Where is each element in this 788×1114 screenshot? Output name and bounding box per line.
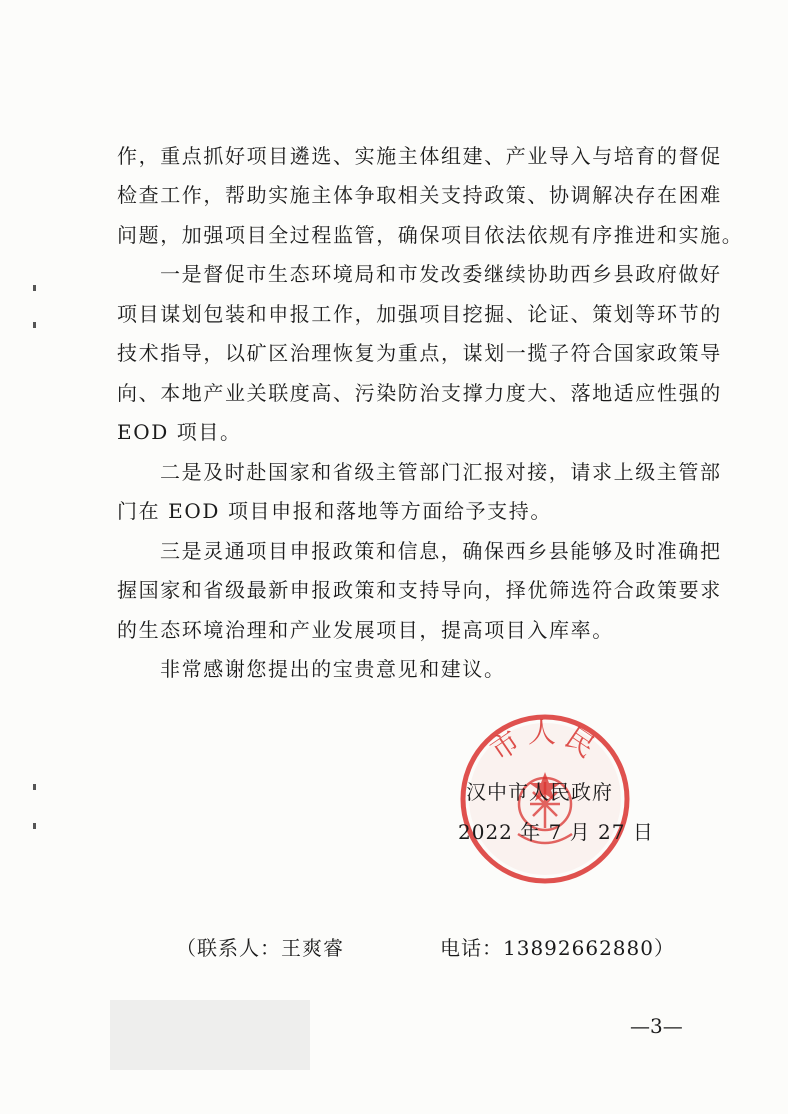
signature-org: 汉中市人民政府	[466, 780, 613, 804]
contact-phone: 电话：13892662880）	[440, 936, 675, 960]
body-line: 检查工作，帮助实施主体争取相关支持政策、协调解决存在困难	[117, 183, 722, 207]
contact-person: （联系人：王爽睿	[176, 936, 344, 960]
body-line: 问题，加强项目全过程监管，确保项目依法依规有序推进和实施。	[117, 223, 744, 247]
seal-text: 市人民	[484, 716, 606, 768]
binding-mark	[33, 322, 36, 328]
body-line: 门在 EOD 项目申报和落地等方面给予支持。	[117, 499, 552, 523]
binding-mark	[33, 823, 36, 829]
body-line: 的生态环境治理和产业发展项目，提高项目入库率。	[117, 618, 614, 642]
body-line: 握国家和省级最新申报政策和支持导向，择优筛选符合政策要求	[117, 578, 722, 602]
binding-mark	[33, 285, 36, 291]
body-line: 一是督促市生态环境局和市发改委继续协助西乡县政府做好	[160, 262, 722, 286]
body-line: 作，重点抓好项目遴选、实施主体组建、产业导入与培育的督促	[117, 144, 722, 168]
body-line: 技术指导，以矿区治理恢复为重点，谋划一揽子符合国家政策导	[117, 341, 722, 365]
body-line: 非常感谢您提出的宝贵意见和建议。	[160, 657, 506, 681]
signature-date: 2022 年 7 月 27 日	[458, 820, 654, 844]
body-line: 向、本地产业关联度高、污染防治支撑力度大、落地适应性强的	[117, 381, 722, 405]
scan-shadow	[110, 1000, 310, 1070]
body-line: EOD 项目。	[117, 420, 242, 444]
body-line: 项目谋划包装和申报工作，加强项目挖掘、论证、策划等环节的	[117, 302, 722, 326]
body-line: 二是及时赴国家和省级主管部门汇报对接，请求上级主管部	[160, 460, 722, 484]
body-line: 三是灵通项目申报政策和信息，确保西乡县能够及时准确把	[160, 539, 722, 563]
page-number: —3—	[630, 1014, 683, 1038]
binding-mark	[33, 784, 36, 790]
